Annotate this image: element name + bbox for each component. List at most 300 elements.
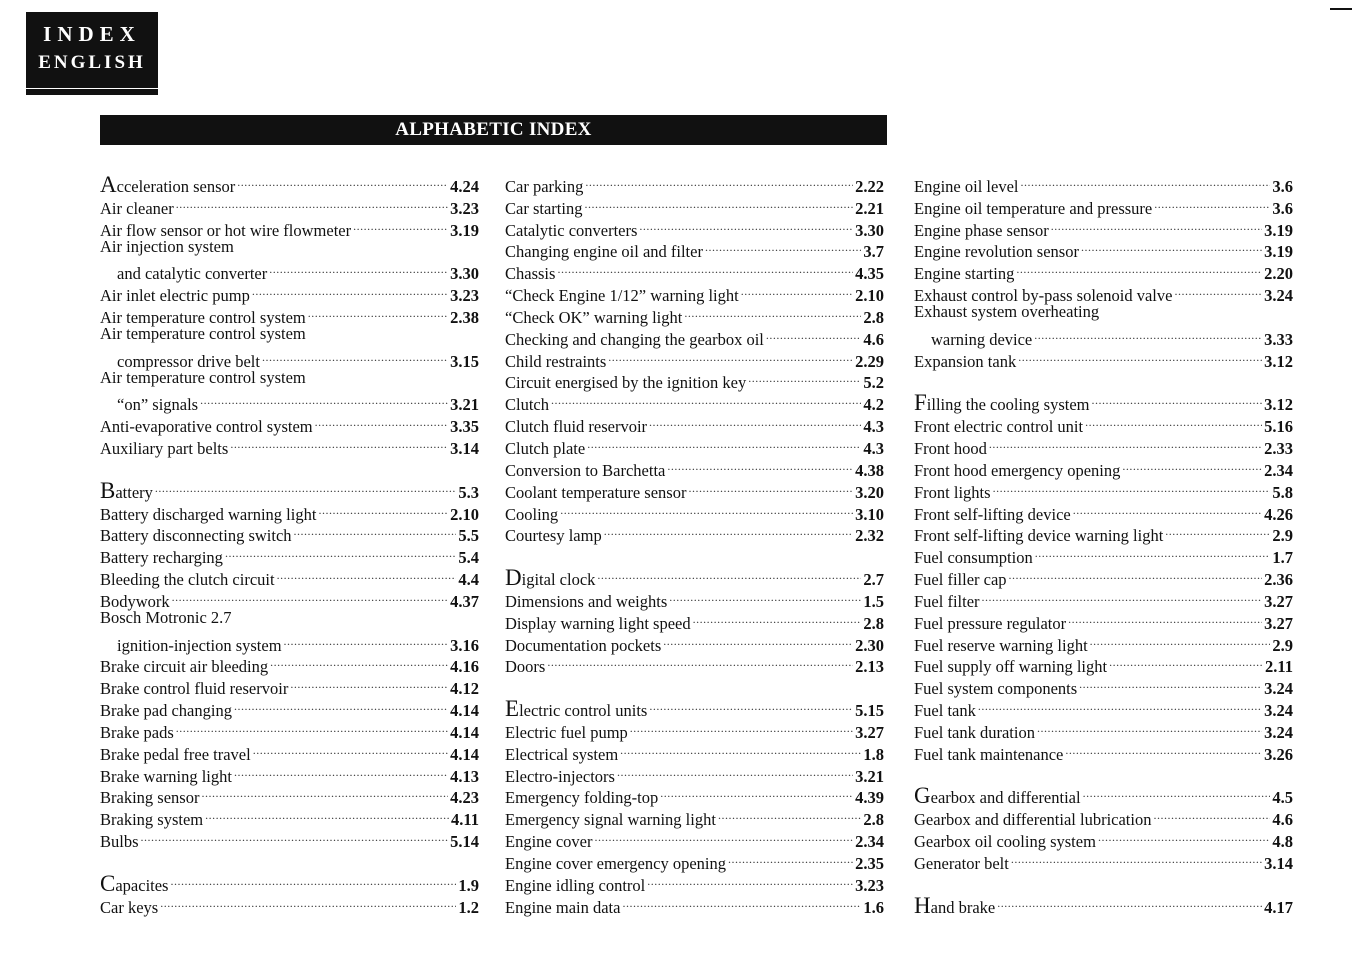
page-reference: 2.22 [855, 176, 884, 196]
page-reference: 4.6 [863, 329, 884, 349]
index-entry [100, 388, 479, 415]
dot-leader [1009, 563, 1263, 585]
page-reference: 4.3 [863, 417, 884, 437]
section-initial: C [100, 870, 116, 896]
entry-label [505, 696, 648, 722]
page-reference: 5.3 [458, 482, 479, 502]
entry-label: Engine cover emergency opening [505, 854, 726, 873]
index-entry [505, 563, 884, 591]
page-reference: 2.8 [863, 613, 884, 633]
entry-label: Bulbs [100, 832, 139, 852]
dot-leader [669, 585, 861, 607]
entry-label: Engine cover [505, 832, 593, 852]
index-entry [914, 170, 1293, 196]
dot-leader [1085, 410, 1262, 432]
entry-label: Emergency signal warning light [505, 810, 716, 830]
section-header: ALPHABETIC INDEX [100, 115, 887, 145]
entry-label: Courtesy lamp [505, 526, 602, 546]
dot-leader [170, 869, 456, 891]
page-reference: 2.21 [855, 198, 884, 218]
index-entry [914, 782, 1293, 809]
dot-leader [630, 716, 853, 738]
page-reference: 3.14 [1264, 854, 1293, 873]
page-reference: 2.36 [1264, 570, 1293, 590]
page-reference: 3.24 [1264, 722, 1293, 742]
dot-leader [1090, 629, 1271, 651]
entry-label: Emergency folding-top [505, 788, 659, 808]
entry-label: Bodywork [100, 591, 170, 611]
dot-leader [649, 410, 861, 432]
page-reference: 4.3 [863, 438, 884, 458]
dot-leader [748, 367, 861, 389]
entry-label-rest: earbox and differential [930, 788, 1081, 808]
dot-leader [172, 585, 448, 607]
page-reference: 2.9 [1272, 635, 1293, 655]
section-gap [505, 672, 884, 694]
dot-leader [294, 520, 457, 542]
entry-label: Brake warning light [100, 766, 232, 786]
page-reference: 3.19 [450, 220, 479, 240]
page-reference: 3.23 [450, 198, 479, 218]
entry-label: Fuel consumption [914, 548, 1033, 568]
dot-leader [1174, 279, 1262, 301]
entry-label: Air injection system [100, 236, 234, 256]
entry-label: compressor drive belt [117, 351, 260, 371]
dot-leader [620, 738, 861, 760]
entry-label: Battery disconnecting switch [100, 526, 292, 546]
entry-label: Fuel supply off warning light [914, 657, 1108, 677]
entry-label: Fuel filter [914, 591, 980, 611]
entry-label: Generator belt [914, 854, 1009, 873]
entry-label: Engine starting [914, 264, 1015, 284]
entry-label: Car keys [100, 897, 159, 917]
dot-leader [604, 520, 853, 542]
page-reference: 5.14 [450, 832, 479, 852]
entry-label: Engine oil temperature and pressure [914, 198, 1153, 218]
index-entry [914, 323, 1293, 349]
dot-leader [684, 301, 861, 323]
dot-leader [1092, 388, 1263, 410]
dot-leader [234, 760, 448, 782]
page-reference: 2.34 [855, 832, 884, 852]
dot-leader [989, 432, 1262, 454]
index-entry [505, 651, 884, 677]
page-reference: 3.20 [855, 482, 884, 502]
index-entry [914, 388, 1293, 416]
section-initial: H [914, 892, 931, 918]
entry-label: Electro-injectors [505, 766, 615, 786]
entry-label: Brake pedal free travel [100, 744, 251, 764]
dot-leader [982, 585, 1263, 607]
entry-label: Air temperature control system [100, 307, 306, 327]
page-reference: 2.33 [1264, 438, 1293, 458]
dot-leader [200, 388, 448, 410]
dot-leader [608, 345, 853, 367]
page-reference: 4.24 [450, 176, 479, 196]
page-reference: 5.16 [1264, 417, 1293, 437]
dot-leader [663, 629, 853, 651]
entry-label-rest: igital clock [521, 570, 596, 590]
section-initial: A [100, 171, 117, 197]
page-reference: 5.5 [458, 526, 479, 546]
page-reference: 1.9 [458, 875, 479, 895]
entry-label: Engine revolution sensor [914, 242, 1079, 262]
page-reference: 2.30 [855, 635, 884, 655]
page-reference: 3.27 [855, 722, 884, 742]
page-reference: 2.38 [450, 307, 479, 327]
entry-label: Brake pads [100, 722, 174, 742]
dot-leader [997, 891, 1262, 913]
page-reference: 2.8 [863, 307, 884, 327]
page-reference: 4.14 [450, 701, 479, 721]
section-initial: F [914, 390, 927, 416]
page-reference: 4.23 [450, 788, 479, 808]
page-reference: 2.29 [855, 351, 884, 371]
entry-label: Dimensions and weights [505, 591, 668, 611]
dot-leader [284, 629, 449, 651]
entry-label: Child restraints [505, 351, 607, 371]
dot-leader [1035, 541, 1271, 563]
dot-leader [660, 782, 853, 804]
dot-leader [230, 432, 448, 454]
entry-label: Engine idling control [505, 875, 646, 895]
corner-mark [1330, 8, 1352, 10]
dot-leader [1034, 323, 1262, 345]
section-initial: B [100, 477, 116, 503]
page-reference: 3.30 [855, 220, 884, 240]
index-entry [100, 629, 479, 655]
dot-leader [1109, 651, 1263, 673]
entry-label: Braking system [100, 810, 204, 830]
entry-label: Air temperature control system [100, 323, 306, 343]
page-reference: 4.26 [1264, 504, 1293, 524]
dot-leader [201, 782, 448, 804]
page-reference: 4.13 [450, 766, 479, 786]
entry-label: “Check Engine 1/12” warning light [505, 286, 739, 306]
entry-label-rest: lectric control units [519, 701, 648, 721]
dot-leader [1154, 192, 1270, 214]
entry-label: Changing engine oil and filter [505, 242, 703, 262]
page-reference: 2.9 [1272, 526, 1293, 546]
entry-label: Fuel pressure regulator [914, 613, 1067, 633]
dot-leader [1122, 454, 1262, 476]
index-entry [100, 345, 479, 371]
dot-leader [560, 498, 853, 520]
entry-label: Brake control fluid reservoir [100, 679, 289, 699]
entry-label: Engine oil level [914, 176, 1019, 196]
entry-label: Braking sensor [100, 788, 200, 808]
dot-leader [993, 476, 1271, 498]
page-reference: 4.12 [450, 679, 479, 699]
entry-label-rest: illing the cooling system [926, 395, 1090, 415]
dot-leader [547, 651, 853, 673]
page-reference: 3.23 [855, 875, 884, 895]
dot-leader [290, 672, 448, 694]
tab-title: INDEX [43, 22, 141, 46]
page-reference: 4.14 [450, 722, 479, 742]
dot-leader [1011, 847, 1262, 869]
page-reference: 1.5 [863, 591, 884, 611]
page-reference: 2.11 [1265, 657, 1293, 677]
entry-label: Exhaust control by-pass solenoid valve [914, 286, 1173, 306]
index-entry [100, 869, 479, 896]
index-entry [505, 388, 884, 415]
entry-label: Front electric control unit [914, 417, 1084, 437]
dot-leader [718, 803, 861, 825]
dot-leader [693, 607, 862, 629]
page-reference: 3.26 [1264, 744, 1293, 764]
page-reference: 4.14 [450, 744, 479, 764]
page-reference: 3.19 [1264, 242, 1293, 262]
dot-leader [584, 192, 853, 214]
entry-label: “Check OK” warning light [505, 307, 683, 327]
dot-leader [269, 257, 448, 279]
page-reference: 5.15 [855, 701, 884, 721]
page-reference: 4.17 [1264, 897, 1293, 917]
tab-underline [26, 89, 158, 95]
entry-label: Gearbox oil cooling system [914, 832, 1096, 852]
entry-label [914, 783, 1081, 809]
dot-leader [978, 694, 1262, 716]
section-initial: D [505, 565, 522, 591]
index-entry [100, 476, 479, 503]
dot-leader [176, 716, 448, 738]
dot-leader [308, 301, 448, 323]
dot-leader [1018, 345, 1262, 367]
dot-leader [1068, 607, 1262, 629]
entry-label: Fuel tank maintenance [914, 744, 1064, 764]
dot-leader [262, 345, 448, 367]
index-entry [505, 279, 884, 306]
index-entry [100, 498, 479, 524]
page-reference: 4.35 [855, 264, 884, 284]
dot-leader [585, 170, 853, 192]
dot-leader [1037, 716, 1262, 738]
dot-leader [270, 651, 448, 673]
section-gap [100, 847, 479, 869]
dot-leader [277, 563, 457, 585]
page-reference: 1.8 [863, 744, 884, 764]
dot-leader [253, 738, 448, 760]
entry-label [505, 565, 596, 591]
entry-label: Gearbox and differential lubrication [914, 810, 1152, 830]
page-reference: 1.2 [458, 897, 479, 917]
page-reference: 2.10 [855, 286, 884, 306]
page-reference: 2.10 [450, 504, 479, 524]
dot-leader [1016, 257, 1262, 279]
dot-leader [1081, 236, 1262, 258]
dot-leader [1020, 170, 1270, 192]
entry-label-rest: cceleration sensor [116, 176, 236, 196]
entry-label: Bosch Motronic 2.7 [100, 607, 232, 627]
page-reference: 3.27 [1264, 613, 1293, 633]
dot-leader [587, 432, 861, 454]
entry-label: Car starting [505, 198, 583, 218]
dot-leader [557, 257, 853, 279]
page-reference: 3.23 [450, 286, 479, 306]
tab-language: ENGLISH [38, 52, 146, 73]
entry-label: warning device [931, 329, 1033, 349]
index-entry [100, 170, 479, 197]
dot-leader [176, 192, 448, 214]
dot-leader [741, 279, 853, 301]
index-entry [505, 694, 884, 722]
index-entry [505, 257, 884, 284]
entry-label: Engine phase sensor [914, 220, 1049, 240]
entry-label: Fuel system components [914, 679, 1078, 699]
page-reference: 3.19 [1264, 220, 1293, 240]
index-entry [100, 257, 479, 284]
page-reference: 3.24 [1264, 286, 1293, 306]
dot-leader [597, 563, 861, 585]
index-entry [914, 891, 1293, 918]
dot-leader [155, 476, 456, 498]
entry-label: Clutch plate [505, 438, 586, 458]
entry-label: Catalytic converters [505, 220, 638, 240]
entry-label: Bleeding the clutch circuit [100, 570, 275, 590]
index-entry [505, 410, 884, 437]
page-reference: 2.20 [1264, 264, 1293, 284]
page-reference: 5.4 [458, 548, 479, 568]
dot-leader [688, 476, 853, 498]
index-entry [100, 323, 479, 345]
entry-label: Air inlet electric pump [100, 286, 250, 306]
index-column-1 [100, 170, 479, 917]
dot-leader [1153, 803, 1270, 825]
entry-label: Expansion tank [914, 351, 1017, 371]
entry-label: Clutch fluid reservoir [505, 417, 648, 437]
dot-leader [252, 279, 448, 301]
page-reference: 4.11 [451, 810, 479, 830]
entry-label: Coolant temperature sensor [505, 482, 687, 502]
dot-leader [353, 214, 448, 236]
page-reference: 3.6 [1272, 198, 1293, 218]
entry-label: Doors [505, 657, 546, 677]
page-reference: 4.5 [1272, 788, 1293, 808]
page-reference: 4.4 [458, 570, 479, 590]
section-initial: G [914, 783, 931, 809]
entry-label [100, 477, 153, 504]
entry-label: Air cleaner [100, 198, 174, 218]
entry-label: Conversion to Barchetta [505, 460, 666, 480]
dot-leader [617, 760, 853, 782]
entry-label-rest: and brake [930, 897, 996, 917]
entry-label: Display warning light speed [505, 613, 691, 633]
dot-leader [1065, 738, 1262, 760]
entry-label-rest: apacites [115, 875, 169, 895]
entry-label: Front self-lifting device warning light [914, 526, 1164, 546]
page-reference: 3.35 [450, 417, 479, 437]
dot-leader [141, 825, 449, 847]
page-reference: 1.7 [1272, 548, 1293, 568]
index-entry [505, 520, 884, 546]
dot-leader [237, 170, 448, 192]
page-reference: 2.34 [1264, 460, 1293, 480]
index-language-tab [26, 12, 158, 88]
dot-leader [551, 388, 861, 410]
entry-label: Fuel reserve warning light [914, 635, 1088, 655]
entry-label: Front self-lifting device [914, 504, 1071, 524]
entry-label: Clutch [505, 395, 549, 415]
page-reference: 2.32 [855, 526, 884, 546]
entry-label: Circuit energised by the ignition key [505, 373, 747, 393]
entry-label: Fuel tank duration [914, 722, 1035, 742]
dot-leader [1083, 782, 1271, 804]
index-entry [505, 498, 884, 524]
entry-label: ignition-injection system [117, 635, 282, 655]
index-entry [100, 825, 479, 852]
entry-label [914, 892, 996, 919]
dot-leader [1098, 825, 1270, 847]
entry-label: Cooling [505, 504, 559, 524]
entry-label: Front hood [914, 438, 987, 458]
entry-label: Air temperature control system [100, 367, 306, 387]
page-reference: 3.21 [855, 766, 884, 786]
section-initial: E [505, 696, 520, 722]
index-column-2 [505, 170, 884, 917]
entry-label: Checking and changing the gearbox oil [505, 329, 764, 349]
entry-label: Electrical system [505, 744, 619, 764]
index-entry [100, 367, 479, 389]
entry-label: Exhaust system overheating [914, 302, 1100, 322]
page-reference: 4.8 [1272, 832, 1293, 852]
dot-leader [318, 498, 448, 520]
dot-leader [1079, 672, 1262, 694]
page-reference: 2.8 [863, 810, 884, 830]
entry-label: Engine main data [505, 897, 621, 917]
page-reference: 3.21 [450, 395, 479, 415]
page-reference: 4.16 [450, 657, 479, 677]
entry-label: Brake circuit air bleeding [100, 657, 269, 677]
page-reference: 3.16 [450, 635, 479, 655]
dot-leader [647, 869, 853, 891]
page-reference: 3.27 [1264, 591, 1293, 611]
entry-label: Documentation pockets [505, 635, 662, 655]
page-reference: 5.2 [863, 373, 884, 393]
entry-label: Fuel tank [914, 701, 976, 721]
page-reference: 3.12 [1264, 351, 1293, 371]
dot-leader [1165, 520, 1270, 542]
entry-label: and catalytic converter [117, 264, 268, 284]
page-reference: 4.38 [855, 460, 884, 480]
entry-label: Battery discharged warning light [100, 504, 317, 524]
entry-label: Auxiliary part belts [100, 438, 229, 458]
dot-leader [728, 847, 853, 869]
page-reference: 4.6 [1272, 810, 1293, 830]
entry-label: Air flow sensor or hot wire flowmeter [100, 220, 352, 240]
dot-leader [1073, 498, 1262, 520]
entry-label: Front hood emergency opening [914, 460, 1121, 480]
page-reference: 1.6 [863, 897, 884, 917]
dot-leader [315, 410, 449, 432]
index-column-3 [914, 170, 1293, 918]
dot-leader [705, 236, 861, 258]
entry-label: Battery recharging [100, 548, 223, 568]
page-reference: 3.24 [1264, 701, 1293, 721]
dot-leader [622, 891, 861, 913]
dot-leader [667, 454, 853, 476]
entry-label: Front lights [914, 482, 991, 502]
entry-label: Anti-evaporative control system [100, 417, 313, 437]
entry-label-rest: attery [115, 482, 153, 502]
index-entry [100, 607, 479, 629]
dot-leader [766, 323, 861, 345]
entry-label: Brake pad changing [100, 701, 232, 721]
page-reference: 3.7 [863, 242, 884, 262]
dot-leader [649, 694, 853, 716]
entry-label: Fuel filler cap [914, 570, 1007, 590]
entry-label [100, 870, 169, 897]
